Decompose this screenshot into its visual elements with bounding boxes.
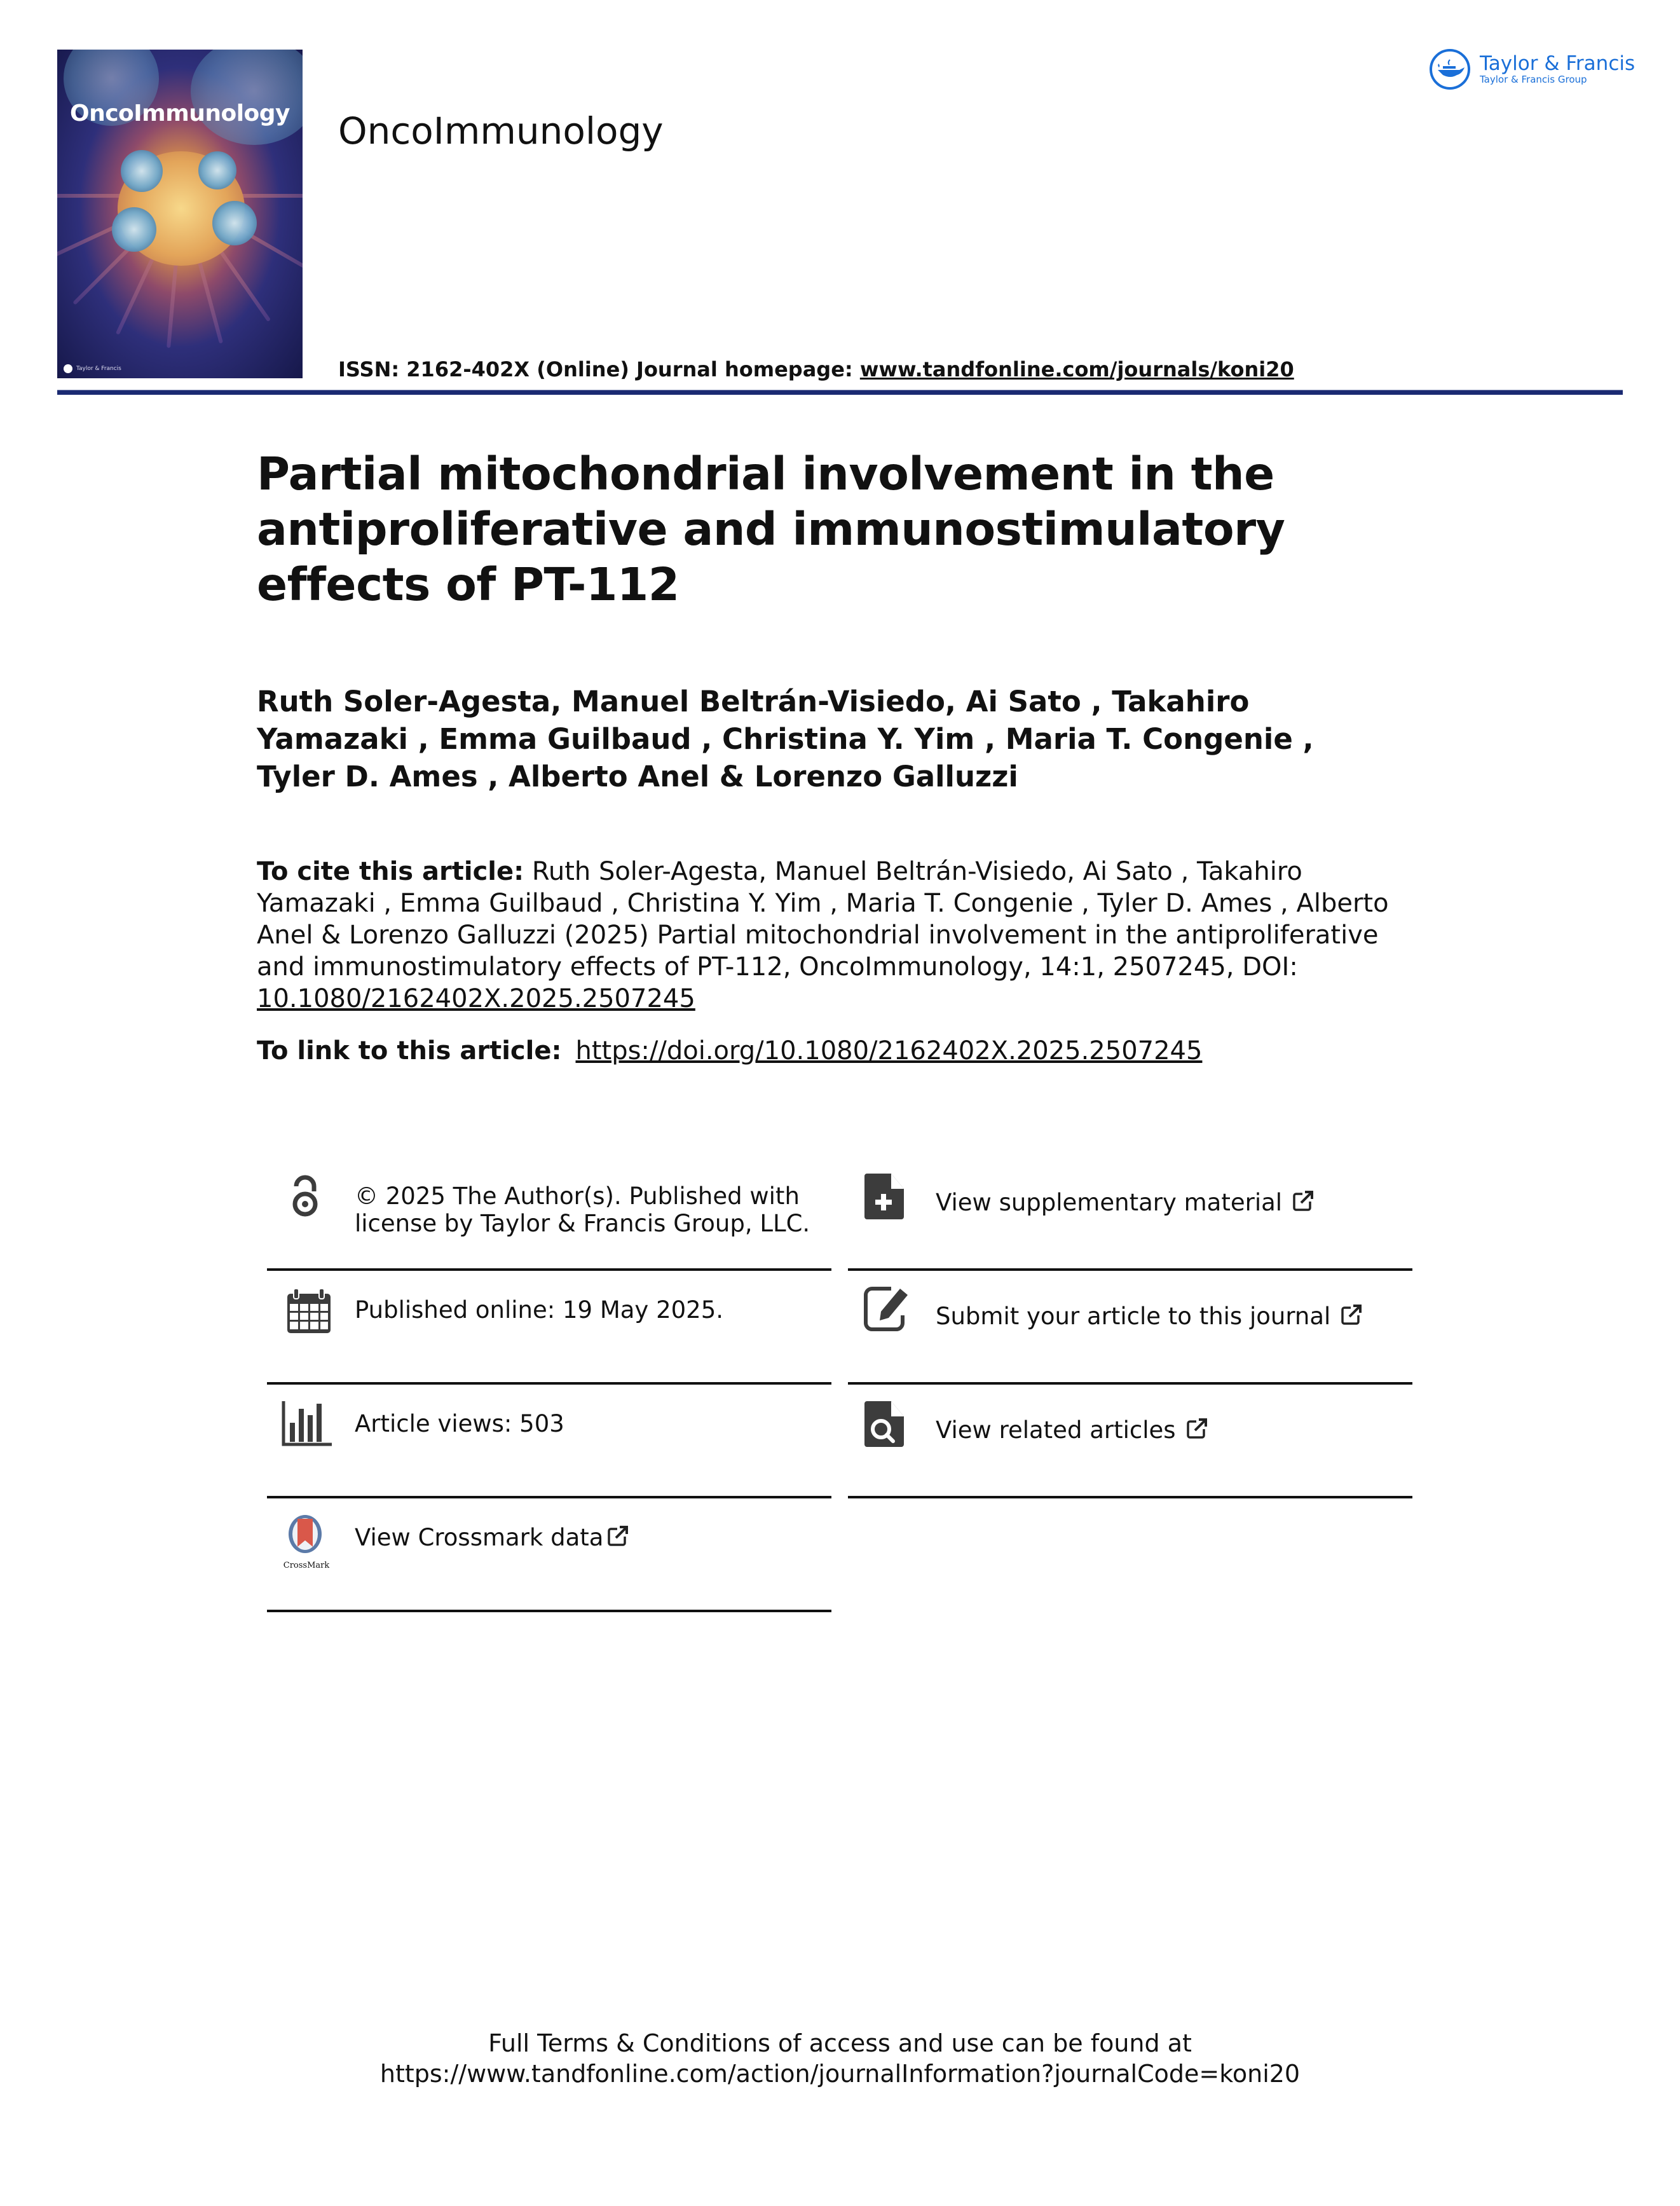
crossmark-caption: CrossMark xyxy=(283,1561,330,1570)
submit-article-text[interactable] xyxy=(936,1303,1362,1330)
external-link-icon xyxy=(607,1525,629,1547)
external-link-icon xyxy=(1341,1304,1362,1326)
cite-label: To cite this article: xyxy=(257,857,524,886)
terms-url[interactable]: https://www.tandfonline.com/action/journalInformation?journalCode=koni20 xyxy=(379,2060,1301,2088)
terms-footer xyxy=(0,2028,1680,2089)
publisher-group: Taylor & Francis Group xyxy=(1480,74,1587,85)
article-views-count: Article views: 503 xyxy=(355,1410,564,1437)
cite-text: Ruth Soler-Agesta, Manuel Beltrán-Visiedo, Ai Sato , Takahiro Yamazaki , Emma Guilbaud , Christina Y. Yim , Maria T. Congenie , Tyler D. Ames , Alberto Anel & Lorenzo Galluzzi (2025) Partial mitochondrial involvement in the antiproliferative and immunostimulatory effects of PT-112, OncoImmunology, 14:1, 2507245, DOI: xyxy=(257,857,1389,982)
journal-cover-image xyxy=(57,50,303,378)
file-plus-icon xyxy=(862,1171,913,1222)
article-doi-url[interactable]: https://doi.org/10.1080/2162402X.2025.2507245 xyxy=(575,1036,1203,1065)
supplementary-label: View supplementary material xyxy=(936,1189,1283,1216)
cover-publisher-text: Taylor & Francis xyxy=(76,366,121,372)
publisher-logo-icon xyxy=(64,364,72,373)
external-link-icon xyxy=(1186,1418,1208,1439)
file-search-icon xyxy=(862,1399,913,1449)
license-text: © 2025 The Author(s). Published with license by Taylor & Francis Group, LLC. xyxy=(355,1182,810,1237)
citation-block xyxy=(257,856,1401,1015)
journal-homepage-link[interactable]: www.tandfonline.com/journals/koni20 xyxy=(859,357,1294,381)
submit-article-label: Submit your article to this journal xyxy=(936,1303,1331,1330)
lamp-logo-icon xyxy=(1429,48,1471,90)
issn-label: ISSN: 2162-402X (Online) Journal homepage: xyxy=(338,357,860,381)
terms-line-1: Full Terms & Conditions of access and use can be found at xyxy=(488,2029,1192,2057)
issn-line xyxy=(338,357,1294,381)
article-title: Partial mitochondrial involvement in the antiproliferative and immunostimulatory effects of PT-112 xyxy=(257,448,1285,611)
published-date: Published online: 19 May 2025. xyxy=(355,1296,724,1324)
crossmark-icon xyxy=(281,1512,332,1576)
article-authors: Ruth Soler-Agesta, Manuel Beltrán-Visiedo, Ai Sato , Takahiro Yamazaki , Emma Guilbaud , Christina Y. Yim , Maria T. Congenie , Tyler D. Ames , Alberto Anel & Lorenzo Galluzzi xyxy=(257,685,1314,793)
article-views xyxy=(267,1385,831,1498)
crossmark-link[interactable] xyxy=(267,1498,831,1612)
article-link-block xyxy=(257,1035,1202,1067)
cite-doi-link[interactable]: 10.1080/2162402X.2025.2507245 xyxy=(257,984,695,1013)
submit-article-link[interactable] xyxy=(848,1271,1412,1385)
calendar-icon xyxy=(281,1285,332,1336)
edit-icon xyxy=(862,1285,913,1336)
related-articles-label: View related articles xyxy=(936,1416,1176,1444)
link-label: To link to this article: xyxy=(257,1036,562,1065)
supplementary-material-text[interactable] xyxy=(936,1189,1314,1216)
license-info xyxy=(267,1157,831,1271)
related-articles-text[interactable] xyxy=(936,1416,1208,1444)
published-online xyxy=(267,1271,831,1385)
publisher-name: Taylor & Francis xyxy=(1480,52,1636,75)
external-link-icon xyxy=(1292,1190,1314,1212)
cover-title: OncoImmunology xyxy=(69,100,290,127)
header-divider xyxy=(57,390,1623,395)
cover-publisher-mark xyxy=(64,364,121,373)
related-articles-link[interactable] xyxy=(848,1385,1412,1498)
open-access-icon xyxy=(281,1171,332,1222)
crossmark-link-text[interactable] xyxy=(355,1524,629,1551)
supplementary-material-link[interactable] xyxy=(848,1157,1412,1271)
journal-name: OncoImmunology xyxy=(338,109,664,153)
crossmark-label: View Crossmark data xyxy=(355,1524,604,1551)
bar-chart-icon xyxy=(281,1399,332,1449)
publisher-logo[interactable] xyxy=(1429,48,1635,90)
